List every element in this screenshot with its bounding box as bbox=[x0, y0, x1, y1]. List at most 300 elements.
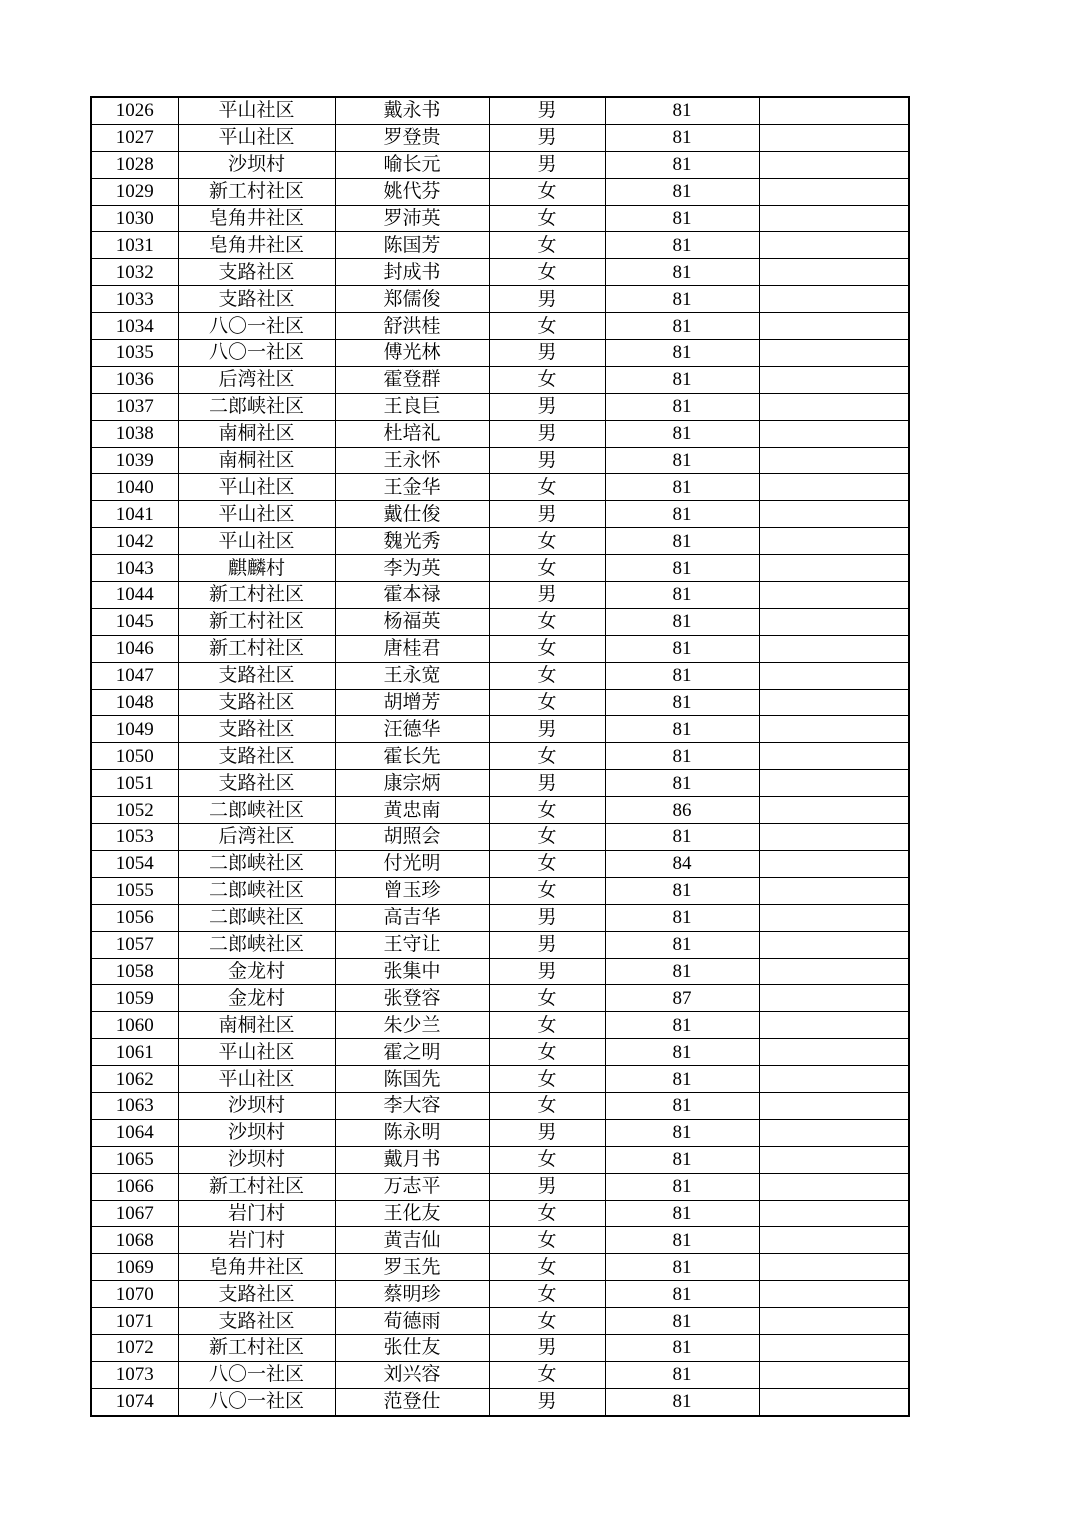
community-cell: 八〇一社区 bbox=[178, 313, 335, 340]
community-cell: 平山社区 bbox=[178, 474, 335, 501]
remarks-cell bbox=[759, 151, 909, 178]
gender-cell: 男 bbox=[489, 1173, 605, 1200]
row-number-cell: 1063 bbox=[91, 1092, 178, 1119]
community-cell: 二郎峡社区 bbox=[178, 393, 335, 420]
table-row bbox=[91, 555, 909, 582]
age-cell: 81 bbox=[605, 716, 759, 743]
table-row bbox=[91, 1066, 909, 1093]
gender-cell: 男 bbox=[489, 1388, 605, 1415]
gender-cell: 女 bbox=[489, 1308, 605, 1335]
row-number-cell: 1061 bbox=[91, 1039, 178, 1066]
gender-cell: 男 bbox=[489, 97, 605, 124]
row-number-cell: 1066 bbox=[91, 1173, 178, 1200]
age-cell: 81 bbox=[605, 662, 759, 689]
gender-cell: 女 bbox=[489, 1092, 605, 1119]
remarks-cell bbox=[759, 1039, 909, 1066]
name-cell: 付光明 bbox=[335, 850, 489, 877]
table-row bbox=[91, 716, 909, 743]
remarks-cell bbox=[759, 716, 909, 743]
table-row bbox=[91, 877, 909, 904]
row-number-cell: 1074 bbox=[91, 1388, 178, 1415]
gender-cell: 男 bbox=[489, 286, 605, 313]
age-cell: 81 bbox=[605, 877, 759, 904]
row-number-cell: 1030 bbox=[91, 205, 178, 232]
age-cell: 81 bbox=[605, 178, 759, 205]
name-cell: 霍之明 bbox=[335, 1039, 489, 1066]
row-number-cell: 1031 bbox=[91, 232, 178, 259]
name-cell: 傅光林 bbox=[335, 340, 489, 367]
name-cell: 王金华 bbox=[335, 474, 489, 501]
gender-cell: 男 bbox=[489, 501, 605, 528]
remarks-cell bbox=[759, 1066, 909, 1093]
gender-cell: 女 bbox=[489, 1066, 605, 1093]
remarks-cell bbox=[759, 582, 909, 609]
community-cell: 支路社区 bbox=[178, 716, 335, 743]
table-row bbox=[91, 1281, 909, 1308]
remarks-cell bbox=[759, 340, 909, 367]
community-cell: 新工村社区 bbox=[178, 178, 335, 205]
age-cell: 81 bbox=[605, 151, 759, 178]
table-row bbox=[91, 259, 909, 286]
community-cell: 南桐社区 bbox=[178, 1012, 335, 1039]
row-number-cell: 1045 bbox=[91, 608, 178, 635]
age-cell: 84 bbox=[605, 850, 759, 877]
table-row bbox=[91, 635, 909, 662]
table-row bbox=[91, 770, 909, 797]
age-cell: 81 bbox=[605, 1146, 759, 1173]
gender-cell: 女 bbox=[489, 850, 605, 877]
age-cell: 81 bbox=[605, 528, 759, 555]
community-cell: 支路社区 bbox=[178, 1308, 335, 1335]
age-cell: 81 bbox=[605, 1200, 759, 1227]
row-number-cell: 1069 bbox=[91, 1254, 178, 1281]
community-cell: 支路社区 bbox=[178, 662, 335, 689]
name-cell: 陈永明 bbox=[335, 1119, 489, 1146]
name-cell: 曾玉珍 bbox=[335, 877, 489, 904]
row-number-cell: 1043 bbox=[91, 555, 178, 582]
remarks-cell bbox=[759, 501, 909, 528]
gender-cell: 女 bbox=[489, 555, 605, 582]
table-row bbox=[91, 1334, 909, 1361]
gender-cell: 女 bbox=[489, 689, 605, 716]
remarks-cell bbox=[759, 420, 909, 447]
name-cell: 王化友 bbox=[335, 1200, 489, 1227]
name-cell: 罗登贵 bbox=[335, 124, 489, 151]
age-cell: 87 bbox=[605, 985, 759, 1012]
age-cell: 81 bbox=[605, 97, 759, 124]
remarks-cell bbox=[759, 178, 909, 205]
community-cell: 皂角井社区 bbox=[178, 1254, 335, 1281]
name-cell: 荀德雨 bbox=[335, 1308, 489, 1335]
age-cell: 81 bbox=[605, 1039, 759, 1066]
remarks-cell bbox=[759, 447, 909, 474]
age-cell: 81 bbox=[605, 1227, 759, 1254]
table-row bbox=[91, 232, 909, 259]
name-cell: 霍登群 bbox=[335, 366, 489, 393]
age-cell: 81 bbox=[605, 205, 759, 232]
community-cell: 二郎峡社区 bbox=[178, 877, 335, 904]
table-row bbox=[91, 1308, 909, 1335]
community-cell: 支路社区 bbox=[178, 770, 335, 797]
community-cell: 沙坝村 bbox=[178, 1092, 335, 1119]
age-cell: 81 bbox=[605, 555, 759, 582]
table-row bbox=[91, 420, 909, 447]
row-number-cell: 1064 bbox=[91, 1119, 178, 1146]
age-cell: 81 bbox=[605, 770, 759, 797]
gender-cell: 女 bbox=[489, 178, 605, 205]
row-number-cell: 1062 bbox=[91, 1066, 178, 1093]
table-row bbox=[91, 447, 909, 474]
community-cell: 岩门村 bbox=[178, 1227, 335, 1254]
age-cell: 81 bbox=[605, 232, 759, 259]
community-cell: 二郎峡社区 bbox=[178, 850, 335, 877]
row-number-cell: 1049 bbox=[91, 716, 178, 743]
name-cell: 朱少兰 bbox=[335, 1012, 489, 1039]
community-cell: 支路社区 bbox=[178, 259, 335, 286]
remarks-cell bbox=[759, 1200, 909, 1227]
gender-cell: 女 bbox=[489, 877, 605, 904]
row-number-cell: 1070 bbox=[91, 1281, 178, 1308]
age-cell: 81 bbox=[605, 904, 759, 931]
community-cell: 支路社区 bbox=[178, 689, 335, 716]
age-cell: 81 bbox=[605, 1281, 759, 1308]
age-cell: 81 bbox=[605, 582, 759, 609]
community-cell: 皂角井社区 bbox=[178, 205, 335, 232]
row-number-cell: 1039 bbox=[91, 447, 178, 474]
age-cell: 81 bbox=[605, 1334, 759, 1361]
age-cell: 81 bbox=[605, 958, 759, 985]
gender-cell: 女 bbox=[489, 1200, 605, 1227]
row-number-cell: 1067 bbox=[91, 1200, 178, 1227]
age-cell: 81 bbox=[605, 366, 759, 393]
remarks-cell bbox=[759, 1254, 909, 1281]
community-cell: 八〇一社区 bbox=[178, 1388, 335, 1415]
remarks-cell bbox=[759, 931, 909, 958]
name-cell: 魏光秀 bbox=[335, 528, 489, 555]
gender-cell: 女 bbox=[489, 1227, 605, 1254]
row-number-cell: 1065 bbox=[91, 1146, 178, 1173]
gender-cell: 男 bbox=[489, 931, 605, 958]
remarks-cell bbox=[759, 877, 909, 904]
table-row bbox=[91, 1092, 909, 1119]
gender-cell: 女 bbox=[489, 743, 605, 770]
gender-cell: 男 bbox=[489, 124, 605, 151]
table-row bbox=[91, 528, 909, 555]
table-row bbox=[91, 286, 909, 313]
remarks-cell bbox=[759, 1092, 909, 1119]
row-number-cell: 1034 bbox=[91, 313, 178, 340]
remarks-cell bbox=[759, 904, 909, 931]
row-number-cell: 1057 bbox=[91, 931, 178, 958]
gender-cell: 女 bbox=[489, 232, 605, 259]
table-row bbox=[91, 958, 909, 985]
table-row bbox=[91, 205, 909, 232]
remarks-cell bbox=[759, 662, 909, 689]
community-cell: 南桐社区 bbox=[178, 420, 335, 447]
gender-cell: 男 bbox=[489, 904, 605, 931]
name-cell: 戴月书 bbox=[335, 1146, 489, 1173]
remarks-cell bbox=[759, 1281, 909, 1308]
gender-cell: 女 bbox=[489, 797, 605, 824]
remarks-cell bbox=[759, 608, 909, 635]
remarks-cell bbox=[759, 97, 909, 124]
gender-cell: 女 bbox=[489, 824, 605, 851]
community-cell: 支路社区 bbox=[178, 1281, 335, 1308]
table-row bbox=[91, 1119, 909, 1146]
name-cell: 张集中 bbox=[335, 958, 489, 985]
age-cell: 81 bbox=[605, 689, 759, 716]
gender-cell: 男 bbox=[489, 393, 605, 420]
name-cell: 汪德华 bbox=[335, 716, 489, 743]
age-cell: 81 bbox=[605, 931, 759, 958]
table-row bbox=[91, 151, 909, 178]
remarks-cell bbox=[759, 286, 909, 313]
table-row bbox=[91, 178, 909, 205]
community-cell: 二郎峡社区 bbox=[178, 904, 335, 931]
remarks-cell bbox=[759, 689, 909, 716]
name-cell: 霍本禄 bbox=[335, 582, 489, 609]
remarks-cell bbox=[759, 743, 909, 770]
row-number-cell: 1033 bbox=[91, 286, 178, 313]
row-number-cell: 1053 bbox=[91, 824, 178, 851]
remarks-cell bbox=[759, 1334, 909, 1361]
name-cell: 张登容 bbox=[335, 985, 489, 1012]
row-number-cell: 1050 bbox=[91, 743, 178, 770]
table-row bbox=[91, 474, 909, 501]
community-cell: 麒麟村 bbox=[178, 555, 335, 582]
community-cell: 新工村社区 bbox=[178, 582, 335, 609]
name-cell: 王良巨 bbox=[335, 393, 489, 420]
remarks-cell bbox=[759, 259, 909, 286]
name-cell: 杜培礼 bbox=[335, 420, 489, 447]
remarks-cell bbox=[759, 635, 909, 662]
row-number-cell: 1041 bbox=[91, 501, 178, 528]
table-row bbox=[91, 608, 909, 635]
row-number-cell: 1052 bbox=[91, 797, 178, 824]
name-cell: 黄忠南 bbox=[335, 797, 489, 824]
elderly-roster-table bbox=[90, 96, 910, 1417]
row-number-cell: 1029 bbox=[91, 178, 178, 205]
row-number-cell: 1060 bbox=[91, 1012, 178, 1039]
gender-cell: 男 bbox=[489, 582, 605, 609]
table-row bbox=[91, 1227, 909, 1254]
age-cell: 81 bbox=[605, 1066, 759, 1093]
remarks-cell bbox=[759, 555, 909, 582]
community-cell: 二郎峡社区 bbox=[178, 797, 335, 824]
gender-cell: 女 bbox=[489, 1281, 605, 1308]
gender-cell: 女 bbox=[489, 1039, 605, 1066]
name-cell: 范登仕 bbox=[335, 1388, 489, 1415]
remarks-cell bbox=[759, 797, 909, 824]
name-cell: 黄吉仙 bbox=[335, 1227, 489, 1254]
gender-cell: 男 bbox=[489, 1334, 605, 1361]
remarks-cell bbox=[759, 474, 909, 501]
remarks-cell bbox=[759, 1012, 909, 1039]
row-number-cell: 1027 bbox=[91, 124, 178, 151]
name-cell: 封成书 bbox=[335, 259, 489, 286]
community-cell: 新工村社区 bbox=[178, 635, 335, 662]
table-row bbox=[91, 1039, 909, 1066]
remarks-cell bbox=[759, 1361, 909, 1388]
age-cell: 81 bbox=[605, 824, 759, 851]
remarks-cell bbox=[759, 1146, 909, 1173]
name-cell: 戴永书 bbox=[335, 97, 489, 124]
age-cell: 81 bbox=[605, 1308, 759, 1335]
remarks-cell bbox=[759, 205, 909, 232]
community-cell: 八〇一社区 bbox=[178, 340, 335, 367]
community-cell: 新工村社区 bbox=[178, 1334, 335, 1361]
table-row bbox=[91, 1173, 909, 1200]
gender-cell: 男 bbox=[489, 716, 605, 743]
name-cell: 霍长先 bbox=[335, 743, 489, 770]
row-number-cell: 1042 bbox=[91, 528, 178, 555]
table-row bbox=[91, 689, 909, 716]
gender-cell: 男 bbox=[489, 420, 605, 447]
gender-cell: 女 bbox=[489, 985, 605, 1012]
row-number-cell: 1068 bbox=[91, 1227, 178, 1254]
gender-cell: 男 bbox=[489, 770, 605, 797]
community-cell: 平山社区 bbox=[178, 1066, 335, 1093]
community-cell: 平山社区 bbox=[178, 528, 335, 555]
row-number-cell: 1036 bbox=[91, 366, 178, 393]
row-number-cell: 1073 bbox=[91, 1361, 178, 1388]
age-cell: 81 bbox=[605, 124, 759, 151]
name-cell: 喻长元 bbox=[335, 151, 489, 178]
remarks-cell bbox=[759, 1388, 909, 1415]
table-row bbox=[91, 1146, 909, 1173]
age-cell: 81 bbox=[605, 420, 759, 447]
row-number-cell: 1071 bbox=[91, 1308, 178, 1335]
name-cell: 李大容 bbox=[335, 1092, 489, 1119]
age-cell: 81 bbox=[605, 340, 759, 367]
table-row bbox=[91, 931, 909, 958]
age-cell: 81 bbox=[605, 393, 759, 420]
row-number-cell: 1059 bbox=[91, 985, 178, 1012]
community-cell: 新工村社区 bbox=[178, 608, 335, 635]
name-cell: 胡增芳 bbox=[335, 689, 489, 716]
gender-cell: 女 bbox=[489, 1361, 605, 1388]
remarks-cell bbox=[759, 985, 909, 1012]
community-cell: 沙坝村 bbox=[178, 1119, 335, 1146]
age-cell: 81 bbox=[605, 1361, 759, 1388]
name-cell: 王守让 bbox=[335, 931, 489, 958]
age-cell: 81 bbox=[605, 259, 759, 286]
name-cell: 舒洪桂 bbox=[335, 313, 489, 340]
age-cell: 81 bbox=[605, 1254, 759, 1281]
age-cell: 81 bbox=[605, 608, 759, 635]
community-cell: 沙坝村 bbox=[178, 1146, 335, 1173]
age-cell: 81 bbox=[605, 1119, 759, 1146]
name-cell: 万志平 bbox=[335, 1173, 489, 1200]
table-row bbox=[91, 797, 909, 824]
table-body bbox=[91, 97, 909, 1416]
row-number-cell: 1058 bbox=[91, 958, 178, 985]
remarks-cell bbox=[759, 313, 909, 340]
table-row bbox=[91, 1012, 909, 1039]
table-row bbox=[91, 366, 909, 393]
name-cell: 刘兴容 bbox=[335, 1361, 489, 1388]
remarks-cell bbox=[759, 1119, 909, 1146]
age-cell: 81 bbox=[605, 1092, 759, 1119]
age-cell: 81 bbox=[605, 474, 759, 501]
gender-cell: 女 bbox=[489, 1254, 605, 1281]
gender-cell: 女 bbox=[489, 528, 605, 555]
row-number-cell: 1032 bbox=[91, 259, 178, 286]
table-row bbox=[91, 1200, 909, 1227]
gender-cell: 男 bbox=[489, 1119, 605, 1146]
age-cell: 81 bbox=[605, 313, 759, 340]
name-cell: 蔡明珍 bbox=[335, 1281, 489, 1308]
table-row bbox=[91, 985, 909, 1012]
gender-cell: 女 bbox=[489, 635, 605, 662]
name-cell: 王永宽 bbox=[335, 662, 489, 689]
gender-cell: 女 bbox=[489, 474, 605, 501]
row-number-cell: 1037 bbox=[91, 393, 178, 420]
community-cell: 平山社区 bbox=[178, 501, 335, 528]
row-number-cell: 1051 bbox=[91, 770, 178, 797]
name-cell: 胡照会 bbox=[335, 824, 489, 851]
table-row bbox=[91, 1361, 909, 1388]
table-row bbox=[91, 501, 909, 528]
table-row bbox=[91, 340, 909, 367]
community-cell: 沙坝村 bbox=[178, 151, 335, 178]
community-cell: 后湾社区 bbox=[178, 366, 335, 393]
row-number-cell: 1056 bbox=[91, 904, 178, 931]
remarks-cell bbox=[759, 824, 909, 851]
table-row bbox=[91, 824, 909, 851]
table-row bbox=[91, 1388, 909, 1415]
row-number-cell: 1072 bbox=[91, 1334, 178, 1361]
gender-cell: 男 bbox=[489, 151, 605, 178]
name-cell: 郑儒俊 bbox=[335, 286, 489, 313]
name-cell: 杨福英 bbox=[335, 608, 489, 635]
age-cell: 81 bbox=[605, 635, 759, 662]
gender-cell: 女 bbox=[489, 1012, 605, 1039]
name-cell: 陈国先 bbox=[335, 1066, 489, 1093]
gender-cell: 女 bbox=[489, 608, 605, 635]
name-cell: 罗沛英 bbox=[335, 205, 489, 232]
gender-cell: 男 bbox=[489, 340, 605, 367]
name-cell: 康宗炳 bbox=[335, 770, 489, 797]
table-row bbox=[91, 393, 909, 420]
community-cell: 金龙村 bbox=[178, 958, 335, 985]
age-cell: 81 bbox=[605, 1388, 759, 1415]
name-cell: 姚代芬 bbox=[335, 178, 489, 205]
community-cell: 平山社区 bbox=[178, 97, 335, 124]
community-cell: 平山社区 bbox=[178, 124, 335, 151]
row-number-cell: 1048 bbox=[91, 689, 178, 716]
community-cell: 后湾社区 bbox=[178, 824, 335, 851]
age-cell: 81 bbox=[605, 1173, 759, 1200]
table-row bbox=[91, 97, 909, 124]
remarks-cell bbox=[759, 1308, 909, 1335]
age-cell: 81 bbox=[605, 501, 759, 528]
age-cell: 81 bbox=[605, 743, 759, 770]
row-number-cell: 1055 bbox=[91, 877, 178, 904]
row-number-cell: 1054 bbox=[91, 850, 178, 877]
community-cell: 支路社区 bbox=[178, 286, 335, 313]
remarks-cell bbox=[759, 528, 909, 555]
remarks-cell bbox=[759, 850, 909, 877]
table-row bbox=[91, 124, 909, 151]
age-cell: 81 bbox=[605, 286, 759, 313]
remarks-cell bbox=[759, 366, 909, 393]
remarks-cell bbox=[759, 1227, 909, 1254]
table-row bbox=[91, 743, 909, 770]
remarks-cell bbox=[759, 124, 909, 151]
row-number-cell: 1044 bbox=[91, 582, 178, 609]
row-number-cell: 1040 bbox=[91, 474, 178, 501]
